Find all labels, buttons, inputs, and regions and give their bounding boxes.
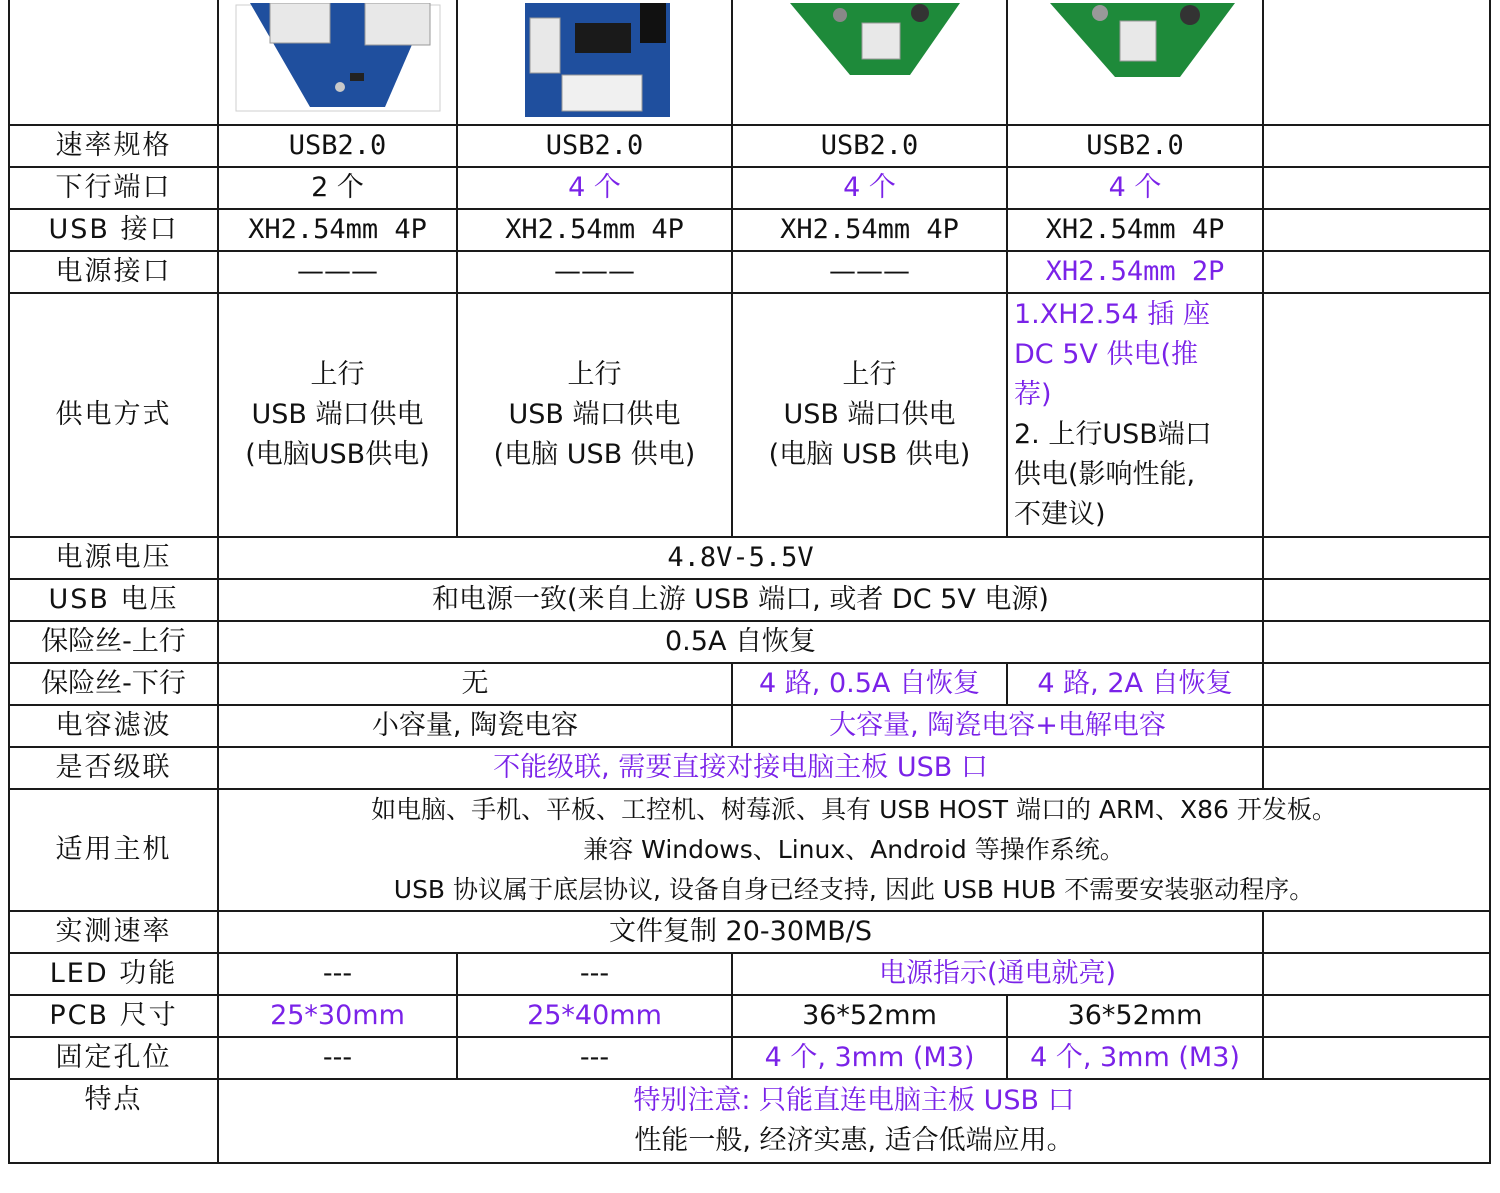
cell: XH2.54mm 4P [1007,209,1263,251]
row-label: LED 功能 [9,953,218,995]
table-row [9,995,1490,1037]
cell [218,293,457,537]
row-label: 下行端口 [9,167,218,209]
cell: 和电源一致(来自上游 USB 端口, 或者 DC 5V 电源) [218,579,1263,621]
pcb-board-blue-2port-icon [230,3,445,121]
cell [218,1079,1490,1163]
cell-line: 如电脑、手机、平板、工控机、树莓派、具有 USB HOST 端口的 ARM、X86 开发板。 [371,795,1337,824]
cell: XH2.54mm 4P [218,209,457,251]
image-row [9,0,1490,125]
spec-table [8,0,1491,1164]
row-label: 电容滤波 [9,705,218,747]
cell-line: 上行 [310,359,365,390]
cell: --- [457,1037,732,1079]
cell: USB2.0 [457,125,732,167]
table-row [9,911,1490,953]
cell: 25*40mm [457,995,732,1037]
cell: ——— [457,251,732,293]
cell: 不能级联, 需要直接对接电脑主板 USB 口 [218,747,1263,789]
cell: ——— [732,251,1007,293]
table-row [9,1037,1490,1079]
cell: XH2.54mm 4P [457,209,732,251]
cell-line: 2. 上行USB端口 [1014,419,1212,450]
cell [1007,293,1263,537]
cell: --- [218,1037,457,1079]
cell: 电源指示(通电就亮) [732,953,1263,995]
row-label: 电源电压 [9,537,218,579]
cell: 小容量, 陶瓷电容 [218,705,732,747]
cell-line: USB 协议属于底层协议, 设备自身已经支持, 因此 USB HUB 不需要安装驱动程序。 [393,875,1315,904]
pcb-board-blue-4port-icon [510,3,680,121]
cell: USB2.0 [218,125,457,167]
row-label: USB 接口 [9,209,218,251]
cell: --- [218,953,457,995]
table-row [9,125,1490,167]
cell-line: (电脑USB供电) [245,439,430,470]
row-label: 实测速率 [9,911,218,953]
row-label: 速率规格 [9,125,218,167]
row-label: 适用主机 [9,789,218,911]
cell-line: 兼容 Windows、Linux、Android 等操作系统。 [583,835,1125,864]
cell: 0.5A 自恢复 [218,621,1263,663]
empty-cell [1263,663,1490,705]
table-row [9,705,1490,747]
cell: 4 个, 3mm (M3) [732,1037,1007,1079]
table-row [9,747,1490,789]
board-image-3 [732,0,1007,125]
cell: 4 路, 2A 自恢复 [1007,663,1263,705]
empty-cell [1263,747,1490,789]
cell [218,789,1490,911]
cell-line: USB 端口供电 [783,399,956,430]
cell: XH2.54mm 4P [732,209,1007,251]
cell: 4 个 [457,167,732,209]
table-row [9,209,1490,251]
row-label: 固定孔位 [9,1037,218,1079]
cell-line: USB 端口供电 [508,399,681,430]
table-row [9,293,1490,537]
empty-cell [1263,167,1490,209]
row-label: 是否级联 [9,747,218,789]
cell-line: 1.XH2.54 插 座 [1014,299,1210,330]
empty-cell [1263,911,1490,953]
row-label: PCB 尺寸 [9,995,218,1037]
cell [457,293,732,537]
empty-cell [1263,995,1490,1037]
cell-line: 供电(影响性能, [1014,459,1196,490]
cell: 文件复制 20-30MB/S [218,911,1263,953]
cell: USB2.0 [1007,125,1263,167]
table-row [9,663,1490,705]
pcb-board-green-4port-icon [770,3,970,121]
empty-cell [1263,251,1490,293]
cell: 36*52mm [732,995,1007,1037]
empty-cell [1263,293,1490,537]
board-image-2 [457,0,732,125]
image-row-label [9,0,218,125]
row-label: 保险丝-下行 [9,663,218,705]
cell-line: (电脑 USB 供电) [493,439,696,470]
empty-cell [1263,621,1490,663]
cell: --- [457,953,732,995]
row-label: 电源接口 [9,251,218,293]
table-row [9,537,1490,579]
cell: 2 个 [218,167,457,209]
row-label: USB 电压 [9,579,218,621]
table-row [9,251,1490,293]
empty-cell [1263,579,1490,621]
cell-line: 性能一般, 经济实惠, 适合低端应用。 [634,1125,1074,1156]
empty-cell [1263,209,1490,251]
cell: 4 个 [1007,167,1263,209]
cell: 4 个 [732,167,1007,209]
row-label: 特点 [9,1079,218,1163]
table-row [9,621,1490,663]
cell-line: 上行 [842,359,897,390]
cell: 4.8V-5.5V [218,537,1263,579]
cell: XH2.54mm 2P [1007,251,1263,293]
empty-cell [1263,125,1490,167]
empty-cell [1263,953,1490,995]
cell-line: USB 端口供电 [251,399,424,430]
cell-line: (电脑 USB 供电) [768,439,971,470]
cell [732,293,1007,537]
cell: 36*52mm [1007,995,1263,1037]
cell-line: DC 5V 供电(推 [1014,339,1198,370]
board-image-1 [218,0,457,125]
empty-cell [1263,537,1490,579]
row-label: 保险丝-上行 [9,621,218,663]
table-row [9,579,1490,621]
cell: 大容量, 陶瓷电容+电解电容 [732,705,1263,747]
cell-line: 上行 [567,359,622,390]
empty-cell [1263,0,1490,125]
cell: 4 路, 0.5A 自恢复 [732,663,1007,705]
cell: USB2.0 [732,125,1007,167]
cell: 25*30mm [218,995,457,1037]
table-row [9,953,1490,995]
row-label: 供电方式 [9,293,218,537]
board-image-4 [1007,0,1263,125]
cell: 无 [218,663,732,705]
cell: ——— [218,251,457,293]
table-row [9,789,1490,911]
empty-cell [1263,1037,1490,1079]
cell-line: 不建议) [1014,499,1106,530]
empty-cell [1263,705,1490,747]
table-row [9,167,1490,209]
cell-line: 特别注意: 只能直连电脑主板 USB 口 [633,1085,1075,1116]
cell-line: 荐) [1014,379,1052,410]
cell: 4 个, 3mm (M3) [1007,1037,1263,1079]
table-row [9,1079,1490,1163]
pcb-board-green-4port-power-icon [1020,3,1250,121]
